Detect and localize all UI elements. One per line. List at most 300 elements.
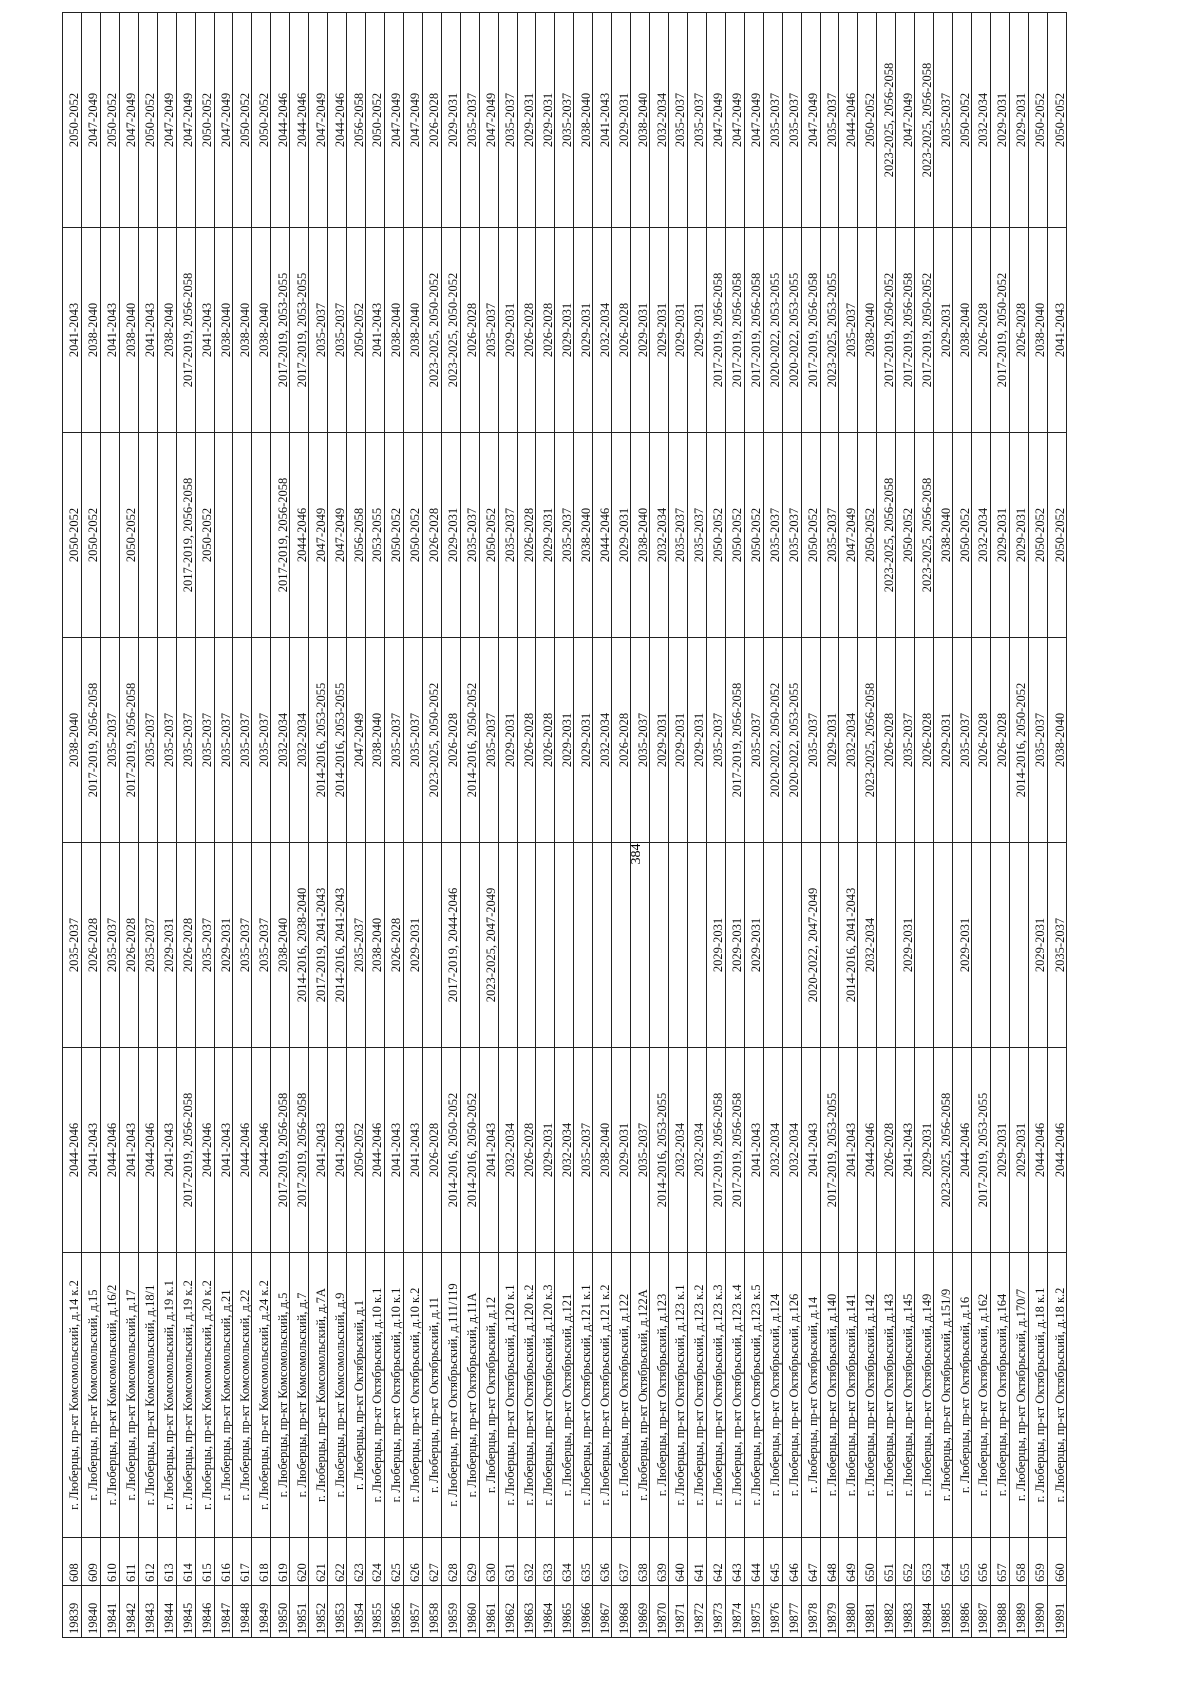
table-cell: 656 (972, 1538, 991, 1586)
table-cell (536, 843, 555, 1048)
table-cell: 2035-2037 (631, 1048, 650, 1253)
table-cell: 2017-2019, 2053-2055 (271, 228, 290, 433)
table-cell: г. Люберцы, пр-кт Октябрьский, д.123 (650, 1253, 669, 1538)
table-cell (763, 843, 782, 1048)
table-cell: 2026-2028 (517, 1048, 536, 1253)
table-cell: 2038-2040 (252, 228, 271, 433)
table-cell: 2041-2043 (403, 1048, 422, 1253)
table-cell: г. Люберцы, пр-кт Комсомольский, д.21 (214, 1253, 233, 1538)
table-cell: г. Люберцы, пр-кт Комсомольский, д.14 к.2 (63, 1253, 82, 1538)
table-cell: 2026-2028 (612, 228, 631, 433)
table-cell: 2038-2040 (403, 228, 422, 433)
table-cell (100, 433, 119, 638)
table-cell: 19853 (328, 1586, 347, 1638)
table-cell: г. Люберцы, пр-кт Комсомольский, д.24 к.2 (252, 1253, 271, 1538)
table-cell: 2029-2031 (157, 843, 176, 1048)
table-cell: 2038-2040 (1047, 638, 1066, 843)
table-cell: 2029-2031 (536, 433, 555, 638)
table-row (252, 13, 271, 1638)
table-cell: 19862 (498, 1586, 517, 1638)
table-cell: 2035-2037 (384, 638, 403, 843)
table-cell: 616 (214, 1538, 233, 1586)
table-cell: 2041-2043 (100, 228, 119, 433)
table-cell: 19870 (650, 1586, 669, 1638)
table-row (81, 13, 100, 1638)
table-cell: 2017-2019, 2056-2058 (706, 228, 725, 433)
table-cell: 2041-2043 (328, 1048, 347, 1253)
table-cell: 2026-2028 (460, 228, 479, 433)
table-cell: 2029-2031 (574, 228, 593, 433)
table-cell: 2026-2028 (422, 1048, 441, 1253)
table-cell: 2014-2016, 2041-2043 (328, 843, 347, 1048)
table-cell: 2026-2028 (422, 13, 441, 228)
table-cell: 2029-2031 (517, 13, 536, 228)
table-cell: 2029-2031 (1009, 1048, 1028, 1253)
table-row (953, 13, 972, 1638)
table-cell: 2026-2028 (384, 843, 403, 1048)
table-cell: 2035-2037 (195, 638, 214, 843)
table-row (176, 13, 195, 1638)
table-row (990, 13, 1009, 1638)
table-cell: 2023-2025, 2056-2058 (915, 433, 934, 638)
table-cell: 19851 (290, 1586, 309, 1638)
table-cell: г. Люберцы, пр-кт Октябрьский, д.10 к.1 (384, 1253, 403, 1538)
table-cell: 2023-2025, 2050-2052 (441, 228, 460, 433)
table-cell: 2017-2019, 2056-2058 (176, 1048, 195, 1253)
table-row (820, 13, 839, 1638)
table-cell: 659 (1028, 1538, 1047, 1586)
table-cell: 2050-2052 (479, 433, 498, 638)
table-cell: 2035-2037 (801, 638, 820, 843)
table-row (536, 13, 555, 1638)
table-cell: г. Люберцы, пр-кт Октябрьский, д.10 к.2 (403, 1253, 422, 1538)
table-cell: 2038-2040 (157, 228, 176, 433)
table-cell: 2020-2022, 2053-2055 (782, 228, 801, 433)
table-cell: 2038-2040 (81, 228, 100, 433)
table-cell: 2014-2016, 2050-2052 (460, 1048, 479, 1253)
table-cell: 2050-2052 (953, 433, 972, 638)
table-cell: 2026-2028 (81, 843, 100, 1048)
table-cell: 2035-2037 (195, 843, 214, 1048)
table-cell: 2035-2037 (403, 638, 422, 843)
table-cell: 2029-2031 (612, 1048, 631, 1253)
table-row (479, 13, 498, 1638)
table-cell: 2026-2028 (972, 638, 991, 843)
table-cell: г. Люберцы, пр-кт Октябрьский, д.121 к.1 (574, 1253, 593, 1538)
table-cell: 19889 (1009, 1586, 1028, 1638)
table-cell: 2041-2043 (157, 1048, 176, 1253)
table-cell: 19849 (252, 1586, 271, 1638)
table-cell: 2032-2034 (972, 13, 991, 228)
table-cell: 2029-2031 (990, 13, 1009, 228)
table-cell: 2029-2031 (536, 1048, 555, 1253)
table-cell: 2050-2052 (1028, 13, 1047, 228)
table-cell: 2032-2034 (555, 1048, 574, 1253)
table-cell: 2017-2019, 2056-2058 (81, 638, 100, 843)
table-cell: г. Люберцы, пр-кт Комсомольский, д.20 к.2 (195, 1253, 214, 1538)
table-cell: 637 (612, 1538, 631, 1586)
table-cell: 2029-2031 (1009, 13, 1028, 228)
table-cell: 2035-2037 (763, 13, 782, 228)
table-cell: г. Люберцы, пр-кт Комсомольский, д.18/1 (138, 1253, 157, 1538)
table-cell: 2050-2052 (195, 433, 214, 638)
table-cell: 2035-2037 (669, 13, 688, 228)
table-cell: 652 (896, 1538, 915, 1586)
table-cell: 2029-2031 (896, 843, 915, 1048)
table-cell: 2032-2034 (498, 1048, 517, 1253)
table-cell: 2017-2019, 2056-2058 (271, 433, 290, 638)
table-cell: г. Люберцы, пр-кт Октябрьский, д.111/119 (441, 1253, 460, 1538)
table-cell: г. Люберцы, пр-кт Октябрьский, д.121 (555, 1253, 574, 1538)
table-cell: 2017-2019, 2044-2046 (441, 843, 460, 1048)
table-cell: г. Люберцы, пр-кт Октябрьский, д.162 (972, 1253, 991, 1538)
table-cell: 2044-2046 (252, 1048, 271, 1253)
table-cell: 2035-2037 (744, 638, 763, 843)
table-cell: 2038-2040 (574, 13, 593, 228)
table-cell: 2029-2031 (990, 433, 1009, 638)
table-cell: 2017-2019, 2056-2058 (176, 228, 195, 433)
table-cell (555, 843, 574, 1048)
table-cell: г. Люберцы, пр-кт Октябрьский, д.142 (858, 1253, 877, 1538)
table-cell: 2014-2016, 2041-2043 (839, 843, 858, 1048)
table-cell: г. Люберцы, пр-кт Комсомольский, д.9 (328, 1253, 347, 1538)
table-cell: 625 (384, 1538, 403, 1586)
table-cell: 2029-2031 (725, 843, 744, 1048)
table-cell: 644 (744, 1538, 763, 1586)
table-cell: 2038-2040 (593, 1048, 612, 1253)
table-row (555, 13, 574, 1638)
table-cell: 2026-2028 (877, 638, 896, 843)
table-cell: 2035-2037 (934, 13, 953, 228)
table-cell: г. Люберцы, пр-кт Октябрьский, д.143 (877, 1253, 896, 1538)
table-cell: 19855 (366, 1586, 385, 1638)
table-cell: 2035-2037 (100, 843, 119, 1048)
table-row (574, 13, 593, 1638)
table-cell: г. Люберцы, пр-кт Комсомольский, д.16/2 (100, 1253, 119, 1538)
table-row (934, 13, 953, 1638)
table-cell: 2035-2037 (574, 1048, 593, 1253)
table-cell: 2035-2037 (687, 433, 706, 638)
table-cell: 2044-2046 (839, 13, 858, 228)
table-cell: 632 (517, 1538, 536, 1586)
table-cell: 2035-2037 (953, 638, 972, 843)
table-cell: 622 (328, 1538, 347, 1586)
table-row (271, 13, 290, 1638)
table-cell: 2047-2049 (384, 13, 403, 228)
table-row (782, 13, 801, 1638)
table-cell: 2014-2016, 2038-2040 (290, 843, 309, 1048)
table-cell: 2026-2028 (176, 843, 195, 1048)
table-cell: 2029-2031 (574, 638, 593, 843)
table-cell: 2038-2040 (934, 433, 953, 638)
table-cell: 2050-2052 (725, 433, 744, 638)
table-cell: 624 (366, 1538, 385, 1586)
table-cell: 2032-2034 (687, 1048, 706, 1253)
table-cell: 2029-2031 (631, 228, 650, 433)
table-cell: 2029-2031 (555, 638, 574, 843)
table-cell: 19841 (100, 1586, 119, 1638)
table-cell: 657 (990, 1538, 1009, 1586)
table-cell: 2017-2019, 2056-2058 (896, 228, 915, 433)
table-cell: 2029-2031 (498, 638, 517, 843)
table-cell (934, 843, 953, 1048)
table-cell: 19859 (441, 1586, 460, 1638)
table-cell: 650 (858, 1538, 877, 1586)
table-cell: 19863 (517, 1586, 536, 1638)
table-cell: 2029-2031 (555, 228, 574, 433)
table-cell: 2017-2019, 2056-2058 (801, 228, 820, 433)
table-cell: 2029-2031 (820, 638, 839, 843)
table-cell: 2029-2031 (650, 638, 669, 843)
table-cell: 2035-2037 (820, 433, 839, 638)
table-cell: 2050-2052 (63, 433, 82, 638)
table-row (763, 13, 782, 1638)
table-cell: 19867 (593, 1586, 612, 1638)
table-cell: 19850 (271, 1586, 290, 1638)
table-cell: 619 (271, 1538, 290, 1586)
table-cell: 2035-2037 (498, 433, 517, 638)
table-cell: г. Люберцы, пр-кт Комсомольский, д.22 (233, 1253, 252, 1538)
table-cell: 2032-2034 (669, 1048, 688, 1253)
table-row (366, 13, 385, 1638)
table-cell: 2032-2034 (290, 638, 309, 843)
table-cell: 2050-2052 (195, 13, 214, 228)
table-cell: 2020-2022, 2047-2049 (801, 843, 820, 1048)
table-cell: 614 (176, 1538, 195, 1586)
table-cell: 2041-2043 (214, 1048, 233, 1253)
table-row (384, 13, 403, 1638)
table-cell: г. Люберцы, пр-кт Октябрьский, д.18 к.1 (1028, 1253, 1047, 1538)
table-cell: г. Люберцы, пр-кт Октябрьский, д.123 к.3 (706, 1253, 725, 1538)
table-row (119, 13, 138, 1638)
table-row (1047, 13, 1066, 1638)
table-cell: 2026-2028 (1009, 228, 1028, 433)
table-row (801, 13, 820, 1638)
table-cell: 2029-2031 (669, 228, 688, 433)
table-cell: 2017-2019, 2053-2055 (820, 1048, 839, 1253)
table-row (669, 13, 688, 1638)
table-cell: 2047-2049 (214, 13, 233, 228)
table-cell (820, 843, 839, 1048)
table-cell: г. Люберцы, пр-кт Октябрьский, д.11А (460, 1253, 479, 1538)
table-cell: 2035-2037 (706, 638, 725, 843)
table-cell (460, 843, 479, 1048)
table-cell: г. Люберцы, пр-кт Октябрьский, д.123 к.5 (744, 1253, 763, 1538)
table-cell: 2038-2040 (384, 228, 403, 433)
table-cell: г. Люберцы, пр-кт Октябрьский, д.120 к.3 (536, 1253, 555, 1538)
table-cell: 2029-2031 (1009, 433, 1028, 638)
table-cell: 626 (403, 1538, 422, 1586)
table-cell (214, 433, 233, 638)
table-cell: 2017-2019, 2056-2058 (271, 1048, 290, 1253)
table-cell: 2047-2049 (896, 13, 915, 228)
table-cell: 627 (422, 1538, 441, 1586)
table-cell: г. Люберцы, пр-кт Комсомольский, д.15 (81, 1253, 100, 1538)
table-cell: 2038-2040 (631, 13, 650, 228)
table-cell: 2032-2034 (782, 1048, 801, 1253)
table-row (157, 13, 176, 1638)
table-row (744, 13, 763, 1638)
table-cell: 2029-2031 (915, 1048, 934, 1253)
table-cell: 2017-2019, 2056-2058 (744, 228, 763, 433)
table-cell: 2038-2040 (1028, 228, 1047, 433)
table-row (214, 13, 233, 1638)
table-cell: 613 (157, 1538, 176, 1586)
table-cell: г. Люберцы, пр-кт Октябрьский, д.126 (782, 1253, 801, 1538)
table-cell: 2020-2022, 2053-2055 (782, 638, 801, 843)
table-cell: 2014-2016, 2053-2055 (328, 638, 347, 843)
table-cell: 2041-2043 (1047, 228, 1066, 433)
table-cell: 2035-2037 (252, 843, 271, 1048)
schedule-table (62, 12, 1067, 1638)
table-cell: 2047-2049 (81, 13, 100, 228)
table-cell: 2041-2043 (839, 1048, 858, 1253)
table-cell: 633 (536, 1538, 555, 1586)
table-cell: 2035-2037 (309, 228, 328, 433)
table-cell: 2035-2037 (782, 433, 801, 638)
table-cell: 2035-2037 (138, 843, 157, 1048)
table-cell: 2014-2016, 2050-2052 (1009, 638, 1028, 843)
table-cell: 2035-2037 (460, 13, 479, 228)
table-cell: 2041-2043 (896, 1048, 915, 1253)
table-cell: 2032-2034 (650, 13, 669, 228)
table-cell: 2047-2049 (479, 13, 498, 228)
table-cell: 19839 (63, 1586, 82, 1638)
table-cell: 19879 (820, 1586, 839, 1638)
table-cell: 2026-2028 (517, 638, 536, 843)
table-cell: г. Люберцы, пр-кт Октябрьский, д.122 (612, 1253, 631, 1538)
table-cell: г. Люберцы, пр-кт Октябрьский, д.10 к.1 (366, 1253, 385, 1538)
table-cell: 2032-2034 (271, 638, 290, 843)
table-cell: г. Люберцы, пр-кт Октябрьский, д.123 к.1 (669, 1253, 688, 1538)
table-cell: 623 (347, 1538, 366, 1586)
table-cell: г. Люберцы, пр-кт Октябрьский, д.122А (631, 1253, 650, 1538)
table-row (233, 13, 252, 1638)
table-cell: 19847 (214, 1586, 233, 1638)
table-cell: 19874 (725, 1586, 744, 1638)
table-cell: 653 (915, 1538, 934, 1586)
table-cell: г. Люберцы, пр-кт Октябрьский, д.18 к.2 (1047, 1253, 1066, 1538)
table-cell: 2041-2043 (366, 228, 385, 433)
table-cell: 19877 (782, 1586, 801, 1638)
table-cell: г. Люберцы, пр-кт Октябрьский, д.11 (422, 1253, 441, 1538)
table-cell: 19852 (309, 1586, 328, 1638)
table-cell: 2035-2037 (233, 843, 252, 1048)
table-cell: 2026-2028 (612, 638, 631, 843)
table-cell: 2044-2046 (593, 433, 612, 638)
table-cell: г. Люберцы, пр-кт Комсомольский, д.19 к.2 (176, 1253, 195, 1538)
table-cell: 2032-2034 (763, 1048, 782, 1253)
table-cell: 2050-2052 (384, 433, 403, 638)
table-cell: 2044-2046 (271, 13, 290, 228)
table-cell: 628 (441, 1538, 460, 1586)
table-row (839, 13, 858, 1638)
table-cell: 2029-2031 (498, 228, 517, 433)
table-cell: г. Люберцы, пр-кт Октябрьский, д.1 (347, 1253, 366, 1538)
table-cell: г. Люберцы, пр-кт Комсомольский, д.7А (309, 1253, 328, 1538)
table-cell: 2035-2037 (63, 843, 82, 1048)
table-cell: г. Люберцы, пр-кт Октябрьский, д.141 (839, 1253, 858, 1538)
table-cell: г. Люберцы, пр-кт Октябрьский, д.123 к.2 (687, 1253, 706, 1538)
table-cell: 2044-2046 (290, 13, 309, 228)
table-cell: 2038-2040 (119, 228, 138, 433)
table-cell: 618 (252, 1538, 271, 1586)
table-cell: 610 (100, 1538, 119, 1586)
table-cell: 2029-2031 (669, 638, 688, 843)
table-cell (498, 843, 517, 1048)
table-cell: 19845 (176, 1586, 195, 1638)
table-cell: 19884 (915, 1586, 934, 1638)
table-cell: 2029-2031 (650, 228, 669, 433)
table-row (612, 13, 631, 1638)
table-cell: 2035-2037 (631, 638, 650, 843)
table-cell: 636 (593, 1538, 612, 1586)
table-cell: 19866 (574, 1586, 593, 1638)
table-row (593, 13, 612, 1638)
table-cell: 2044-2046 (290, 433, 309, 638)
table-cell: 19890 (1028, 1586, 1047, 1638)
table-cell: 2026-2028 (536, 638, 555, 843)
table-row (498, 13, 517, 1638)
table-cell: 2047-2049 (119, 13, 138, 228)
table-cell: 19868 (612, 1586, 631, 1638)
table-cell: 2032-2034 (593, 228, 612, 433)
table-cell: 2023-2025, 2050-2052 (422, 638, 441, 843)
table-cell: 2038-2040 (858, 228, 877, 433)
table-cell: 2026-2028 (915, 638, 934, 843)
table-cell: 660 (1047, 1538, 1066, 1586)
table-cell: 2047-2049 (328, 433, 347, 638)
table-cell: 2044-2046 (63, 1048, 82, 1253)
table-cell: 2050-2052 (81, 433, 100, 638)
table-cell: 2038-2040 (271, 843, 290, 1048)
table-row (1009, 13, 1028, 1638)
table-cell: г. Люберцы, пр-кт Комсомольский, д.7 (290, 1253, 309, 1538)
table-cell: 2044-2046 (195, 1048, 214, 1253)
table-cell (593, 843, 612, 1048)
table-cell: 2050-2052 (252, 13, 271, 228)
table-cell: 2026-2028 (422, 433, 441, 638)
table-cell (782, 843, 801, 1048)
table-cell: 2017-2019, 2041-2043 (309, 843, 328, 1048)
table-cell: 2050-2052 (233, 13, 252, 228)
table-cell: 640 (669, 1538, 688, 1586)
table-cell (687, 843, 706, 1048)
table-cell: 2050-2052 (858, 13, 877, 228)
table-cell: 2050-2052 (744, 433, 763, 638)
table-row (650, 13, 669, 1638)
table-cell: г. Люберцы, пр-кт Комсомольский, д.5 (271, 1253, 290, 1538)
table-cell: 2035-2037 (479, 228, 498, 433)
table-cell: 19857 (403, 1586, 422, 1638)
table-cell: 2035-2037 (839, 228, 858, 433)
table-row (422, 13, 441, 1638)
table-cell: 2017-2019, 2056-2058 (725, 638, 744, 843)
table-cell: г. Люберцы, пр-кт Октябрьский, д.140 (820, 1253, 839, 1538)
table-cell: 2047-2049 (801, 13, 820, 228)
table-cell: 2047-2049 (309, 13, 328, 228)
table-cell: 2047-2049 (309, 433, 328, 638)
table-cell: 2050-2052 (1047, 433, 1066, 638)
table-row (631, 13, 650, 1638)
table-cell: 2029-2031 (953, 843, 972, 1048)
table-cell: г. Люберцы, пр-кт Октябрьский, д.120 к.2 (517, 1253, 536, 1538)
table-cell: 639 (650, 1538, 669, 1586)
table-cell: 2017-2019, 2056-2058 (290, 1048, 309, 1253)
table-cell: 2026-2028 (877, 1048, 896, 1253)
table-row (896, 13, 915, 1638)
table-cell: 2038-2040 (366, 638, 385, 843)
